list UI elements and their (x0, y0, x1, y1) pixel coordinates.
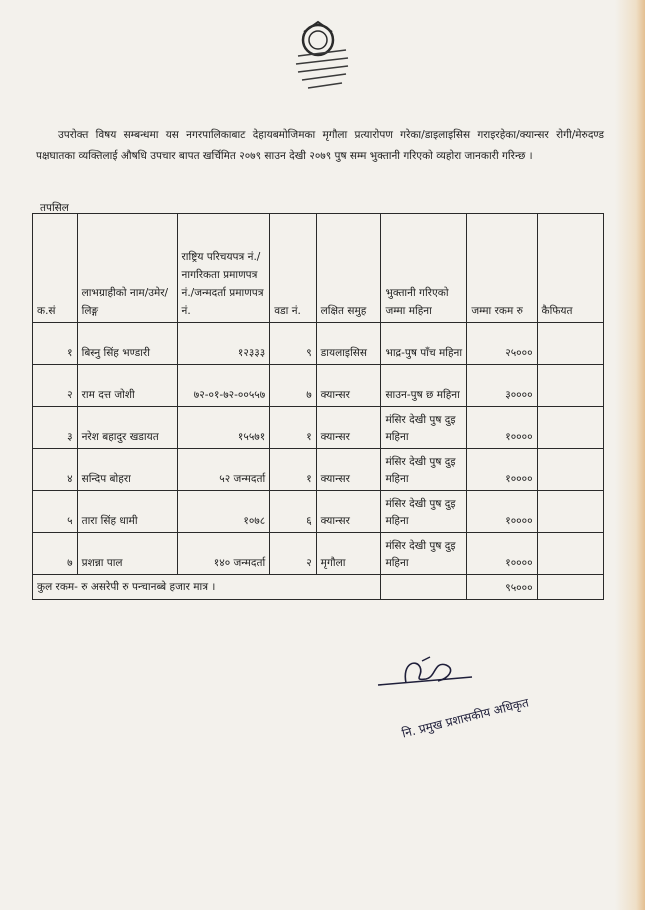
cell-serial: ५ (33, 491, 78, 533)
table-row (33, 407, 604, 449)
header-ward: वडा नं. (270, 214, 316, 323)
header-amount: जम्मा रकम रु (467, 214, 537, 323)
cell-amount: १०००० (467, 533, 537, 575)
cell-remarks (537, 407, 603, 449)
cell-serial: २ (33, 365, 78, 407)
cell-remarks (537, 365, 603, 407)
cell-ward: ७ (270, 365, 316, 407)
cell-name: राम दत्त जोशी (77, 365, 177, 407)
payment-table (32, 213, 604, 600)
cell-group: मृगौला (316, 533, 381, 575)
table-header-row (33, 214, 604, 323)
cell-name: तारा सिंह धामी (77, 491, 177, 533)
cell-amount: ३०००० (467, 365, 537, 407)
cell-id: १५५७१ (177, 407, 270, 449)
table-row (33, 365, 604, 407)
cell-serial: ३ (33, 407, 78, 449)
cell-ward: १ (270, 407, 316, 449)
cell-amount: १०००० (467, 449, 537, 491)
cell-group: क्यान्सर (316, 449, 381, 491)
cell-id: १०७८ (177, 491, 270, 533)
cell-amount: २५००० (467, 323, 537, 365)
table-row (33, 323, 604, 365)
cell-months: भाद्र-पुष पाँच महिना (381, 323, 467, 365)
cell-name: नरेश बहादुर खडायत (77, 407, 177, 449)
header-target-group: लक्षित समुह (316, 214, 381, 323)
cell-id: १४० जन्मदर्ता (177, 533, 270, 575)
cell-remarks (537, 449, 603, 491)
table-row (33, 533, 604, 575)
cell-serial: ४ (33, 449, 78, 491)
cell-name: सन्दिप बोहरा (77, 449, 177, 491)
total-label: कुल रकम- रु असरेपी रु पन्चानब्बे हजार मात्र । (33, 575, 381, 600)
municipality-seal (268, 10, 368, 110)
intro-text: उपरोक्त विषय सम्बन्धमा यस नगरपालिकाबाट देहायबमोजिमका मृगौला प्रत्यारोपण गरेका/डाइलाइसिस गराइरहेका/क्यान्सर रोगी/मेरुदण्ड पक्षघातका व्यक्तिलाई औषधि उपचार बापत खर्चिमित २०७९ साउन देखी २०७९ पुष सम्म भुक्तानी गरिएको व्यहोरा जानकारी गरिन्छ । (36, 129, 604, 162)
signature-scribble (376, 655, 476, 695)
table-row (33, 491, 604, 533)
cell-ward: १ (270, 449, 316, 491)
cell-months: साउन-पुष छ महिना (381, 365, 467, 407)
cell-name: बिस्नु सिंह भण्डारी (77, 323, 177, 365)
cell-months: मंसिर देखी पुष दुइ महिना (381, 407, 467, 449)
cell-months: मंसिर देखी पुष दुइ महिना (381, 533, 467, 575)
signatory-title: नि. प्रमुख प्रशासकीय अधिकृत (400, 695, 531, 741)
cell-serial: ७ (33, 533, 78, 575)
header-paid-months: भुक्तानी गरिएको जम्मा महिना (381, 214, 467, 323)
cell-group: क्यान्सर (316, 365, 381, 407)
cell-group: क्यान्सर (316, 407, 381, 449)
total-remarks-cell (537, 575, 603, 600)
cell-remarks (537, 323, 603, 365)
total-row (33, 575, 604, 600)
cell-months: मंसिर देखी पुष दुइ महिना (381, 491, 467, 533)
cell-amount: १०००० (467, 407, 537, 449)
cell-remarks (537, 491, 603, 533)
cell-id: ५२ जन्मदर्ता (177, 449, 270, 491)
cell-name: प्रशन्ना पाल (77, 533, 177, 575)
cell-months: मंसिर देखी पुष दुइ महिना (381, 449, 467, 491)
total-empty-cell (381, 575, 467, 600)
table-row (33, 449, 604, 491)
schedule-label: तपसिल (40, 202, 69, 214)
cell-id: ७२-०१-७२-००५५७ (177, 365, 270, 407)
cell-id: १२३३३ (177, 323, 270, 365)
cell-ward: ६ (270, 491, 316, 533)
cell-serial: १ (33, 323, 78, 365)
cell-remarks (537, 533, 603, 575)
header-remarks: कैफियत (537, 214, 603, 323)
intro-paragraph (36, 125, 604, 167)
total-amount: ९५००० (467, 575, 537, 600)
header-serial: क.सं (33, 214, 78, 323)
cell-group: क्यान्सर (316, 491, 381, 533)
cell-ward: ९ (270, 323, 316, 365)
header-id-number: राष्ट्रिय परिचयपत्र नं./नागरिकता प्रमाणपत्र नं./जन्मदर्ता प्रमाणपत्र नं. (177, 214, 270, 323)
cell-ward: २ (270, 533, 316, 575)
header-beneficiary: लाभग्राहीको नाम/उमेर/लिङ्ग (77, 214, 177, 323)
cell-amount: १०००० (467, 491, 537, 533)
page-edge-shadow (615, 0, 645, 910)
cell-group: डायलाइसिस (316, 323, 381, 365)
